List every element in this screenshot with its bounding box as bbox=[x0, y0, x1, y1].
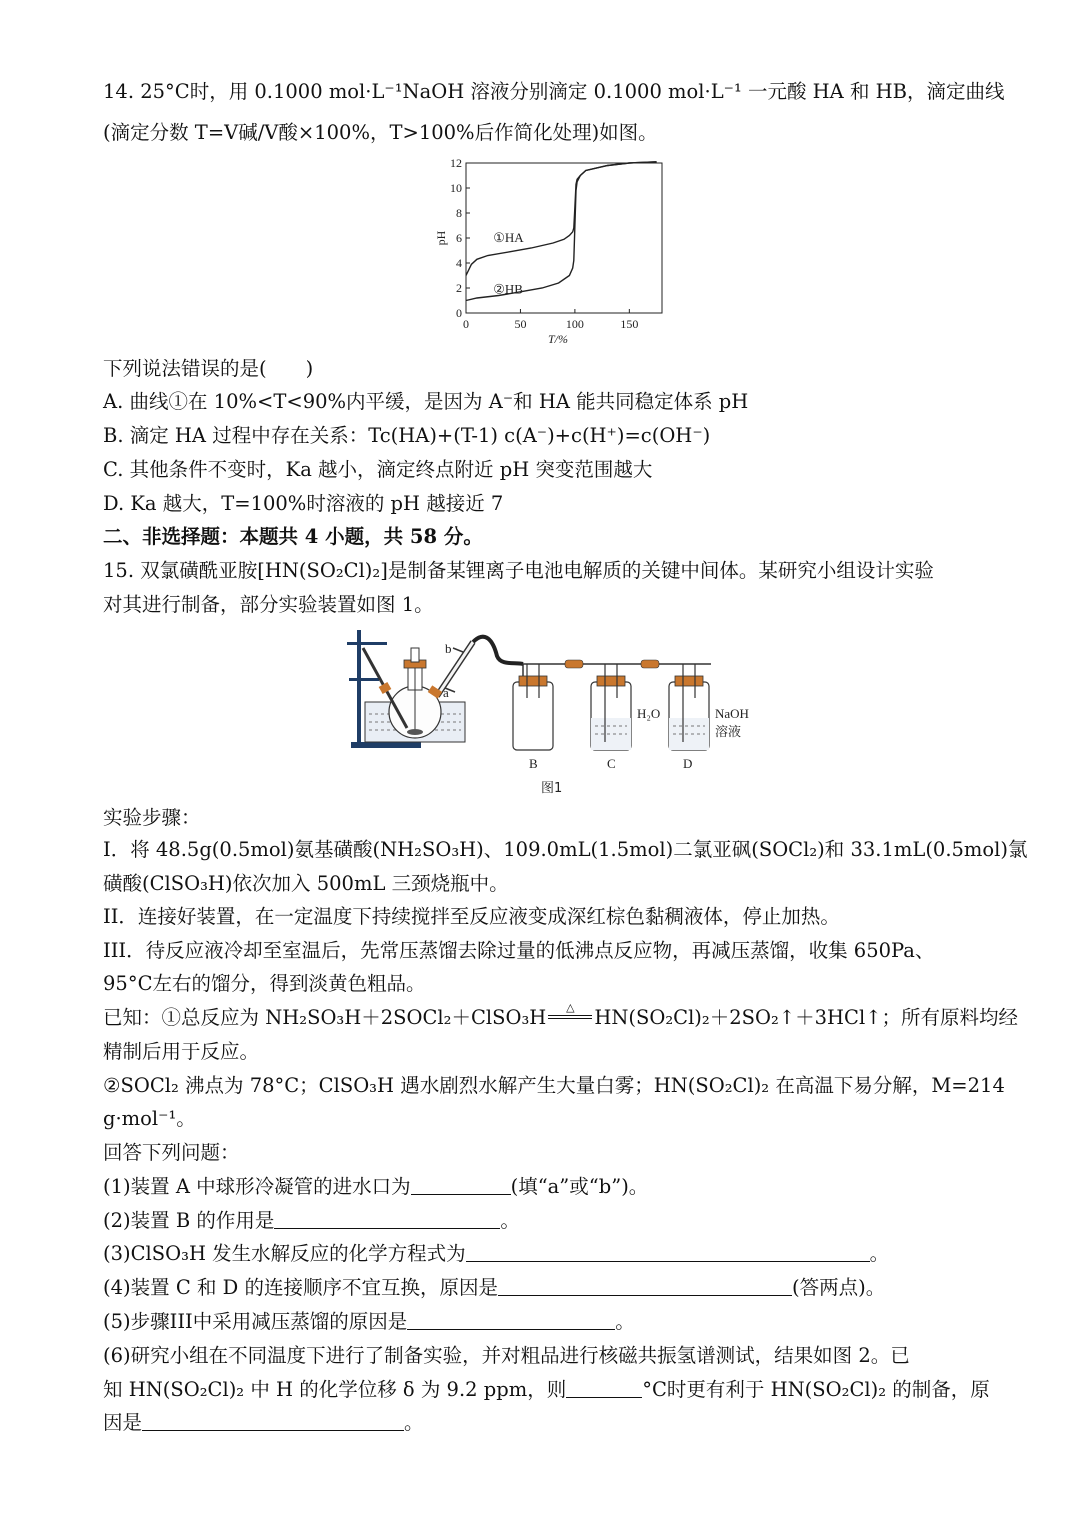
rubber-tube bbox=[473, 637, 523, 664]
label-naoh: NaOH bbox=[715, 706, 749, 721]
bottle-b bbox=[513, 664, 553, 750]
part-3-suffix: 。 bbox=[869, 1242, 890, 1265]
step-1a: I．将 48.5g(0.5mol)氨基磺酸(NH₂SO₃H)、109.0mL(1.5mol)二氯亚砜(SOCl₂)和 33.1mL(0.5mol)氯 bbox=[103, 838, 1028, 861]
stand-rod bbox=[357, 630, 361, 744]
known-1b: 精制后用于反应。 bbox=[103, 1040, 260, 1063]
answer-title: 回答下列问题： bbox=[103, 1141, 240, 1164]
label-bottle-d: D bbox=[683, 756, 693, 771]
part-6c-suffix: 。 bbox=[404, 1411, 424, 1434]
x-axis-label: T/% bbox=[547, 332, 569, 346]
part-3-text: (3)ClSO₃H 发生水解反应的化学方程式为 bbox=[103, 1242, 466, 1265]
y-tick-label: 2 bbox=[456, 281, 462, 295]
part-1-suffix: (填“a”或“b”)。 bbox=[510, 1175, 649, 1198]
part-2-text: (2)装置 B 的作用是 bbox=[103, 1209, 275, 1232]
known-1a bbox=[103, 1001, 1019, 1032]
y-tick-label: 0 bbox=[456, 306, 462, 320]
part-6c bbox=[103, 1409, 424, 1437]
q14-line2: (滴定分数 T=V碱/V酸×100%，T>100%后作简化处理)如图。 bbox=[103, 121, 658, 144]
part-5-text: (5)步骤III中采用减压蒸馏的原因是 bbox=[103, 1310, 408, 1333]
heat-symbol: △ bbox=[566, 1001, 575, 1014]
part-6a: (6)研究小组在不同温度下进行了制备实验，并对粗品进行核磁共振氢谱测试，结果如图 2。已 bbox=[103, 1344, 910, 1367]
step-3b: 95°C左右的馏分，得到淡黄色粗品。 bbox=[103, 972, 426, 995]
label-bottle-c: C bbox=[607, 756, 616, 771]
q14-option-b: B. 滴定 HA 过程中存在关系：Tc(HA)+(T-1) c(A⁻)+c(H⁺)=c(OH⁻) bbox=[103, 424, 711, 447]
part-3 bbox=[103, 1240, 889, 1268]
part-4-suffix: (答两点)。 bbox=[791, 1276, 886, 1299]
reaction-reactants: 已知：①总反应为 NH₂SO₃H＋2SOCl₂＋ClSO₃H bbox=[103, 1006, 547, 1029]
label-bottle-b: B bbox=[529, 756, 538, 771]
known-2a: ②SOCl₂ 沸点为 78°C；ClSO₃H 遇水剧烈水解产生大量白雾；HN(SO₂Cl)₂ 在高温下易分解，M=214 bbox=[103, 1074, 1005, 1097]
series-label-2: ②HB bbox=[493, 281, 523, 297]
series-line-1 bbox=[466, 162, 657, 276]
step-1b: 磺酸(ClSO₃H)依次加入 500mL 三颈烧瓶中。 bbox=[103, 872, 509, 895]
q15-line2: 对其进行制备，部分实验装置如图 1。 bbox=[103, 593, 434, 616]
step-2: II．连接好装置，在一定温度下持续搅拌至反应液变成深红棕色黏稠液体，停止加热。 bbox=[103, 905, 840, 928]
part-5 bbox=[103, 1308, 635, 1336]
reaction-products: HN(SO₂Cl)₂＋2SO₂↑＋3HCl↑；所有原料均经 bbox=[594, 1006, 1019, 1029]
y-axis-label: pH bbox=[434, 230, 448, 246]
part-1 bbox=[103, 1173, 648, 1201]
answer-blank-6b[interactable] bbox=[142, 1410, 404, 1431]
part-6c-text: 因是 bbox=[103, 1411, 143, 1434]
answer-blank-6a[interactable] bbox=[566, 1377, 642, 1398]
y-tick-label: 6 bbox=[456, 231, 462, 245]
answer-blank-3[interactable] bbox=[466, 1241, 870, 1262]
x-tick-label: 50 bbox=[514, 317, 527, 331]
label-b: b bbox=[445, 641, 452, 656]
y-tick-label: 8 bbox=[456, 206, 462, 220]
part-6b bbox=[103, 1376, 990, 1404]
section-heading: 二、非选择题：本题共 4 小题，共 58 分。 bbox=[103, 525, 483, 548]
answer-blank-5[interactable] bbox=[407, 1309, 615, 1330]
part-6b-suffix: °C时更有利于 HN(SO₂Cl)₂ 的制备，原 bbox=[642, 1378, 990, 1401]
answer-blank-2[interactable] bbox=[274, 1208, 500, 1229]
known-2b: g·mol⁻¹。 bbox=[103, 1107, 196, 1130]
q14-line1: 14. 25°C时，用 0.1000 mol·L⁻¹NaOH 溶液分别滴定 0.1000 mol·L⁻¹ 一元酸 HA 和 HB，滴定曲线 bbox=[103, 80, 1005, 103]
titration-chart bbox=[425, 155, 675, 355]
q14-option-c: C. 其他条件不变时，Ka 越小，滴定终点附近 pH 突变范围越大 bbox=[103, 458, 653, 481]
q14-option-a: A. 曲线①在 10%<T<90%内平缓，是因为 A⁻和 HA 能共同稳定体系 pH bbox=[103, 390, 749, 413]
part-4-text: (4)装置 C 和 D 的连接顺序不宜互换，原因是 bbox=[103, 1276, 498, 1299]
x-tick-label: 0 bbox=[463, 317, 469, 331]
part-6b-text: 知 HN(SO₂Cl)₂ 中 H 的化学位移 δ 为 9.2 ppm，则 bbox=[103, 1378, 567, 1401]
y-tick-label: 4 bbox=[456, 256, 462, 270]
part-2-suffix: 。 bbox=[500, 1209, 520, 1232]
q15-line1: 15. 双氯磺酰亚胺[HN(SO₂Cl)₂]是制备某锂离子电池电解质的关键中间体。某研究小组设计实验 bbox=[103, 559, 934, 582]
step-3a: III．待反应液冷却至室温后，先常压蒸馏去除过量的低沸点反应物，再减压蒸馏，收集 650Pa、 bbox=[103, 939, 935, 962]
answer-blank-4[interactable] bbox=[498, 1275, 792, 1296]
bottle-d bbox=[669, 664, 709, 750]
y-tick-label: 10 bbox=[450, 181, 462, 195]
steps-title: 实验步骤： bbox=[103, 806, 201, 829]
part-1-text: (1)装置 A 中球形冷凝管的进水口为 bbox=[103, 1175, 411, 1198]
q14-option-d: D. Ka 越大，T=100%时溶液的 pH 越接近 7 bbox=[103, 492, 504, 515]
label-h2o: H₂O bbox=[637, 706, 661, 721]
q14-stem: 下列说法错误的是( ) bbox=[103, 357, 314, 380]
figure-caption: 图1 bbox=[541, 781, 563, 796]
apparatus-figure bbox=[345, 622, 765, 800]
label-a: a bbox=[443, 685, 449, 700]
reaction-arrow bbox=[546, 1001, 594, 1032]
y-tick-label: 12 bbox=[450, 156, 462, 170]
part-2 bbox=[103, 1207, 520, 1235]
x-tick-label: 150 bbox=[620, 317, 639, 331]
part-4 bbox=[103, 1274, 885, 1302]
part-5-suffix: 。 bbox=[615, 1310, 635, 1333]
stand-base bbox=[351, 742, 421, 748]
bottle-c bbox=[591, 664, 631, 750]
series-label-1: ①HA bbox=[493, 230, 524, 245]
x-tick-label: 100 bbox=[565, 317, 584, 331]
label-solution: 溶液 bbox=[715, 725, 742, 740]
answer-blank-1[interactable] bbox=[411, 1174, 511, 1195]
